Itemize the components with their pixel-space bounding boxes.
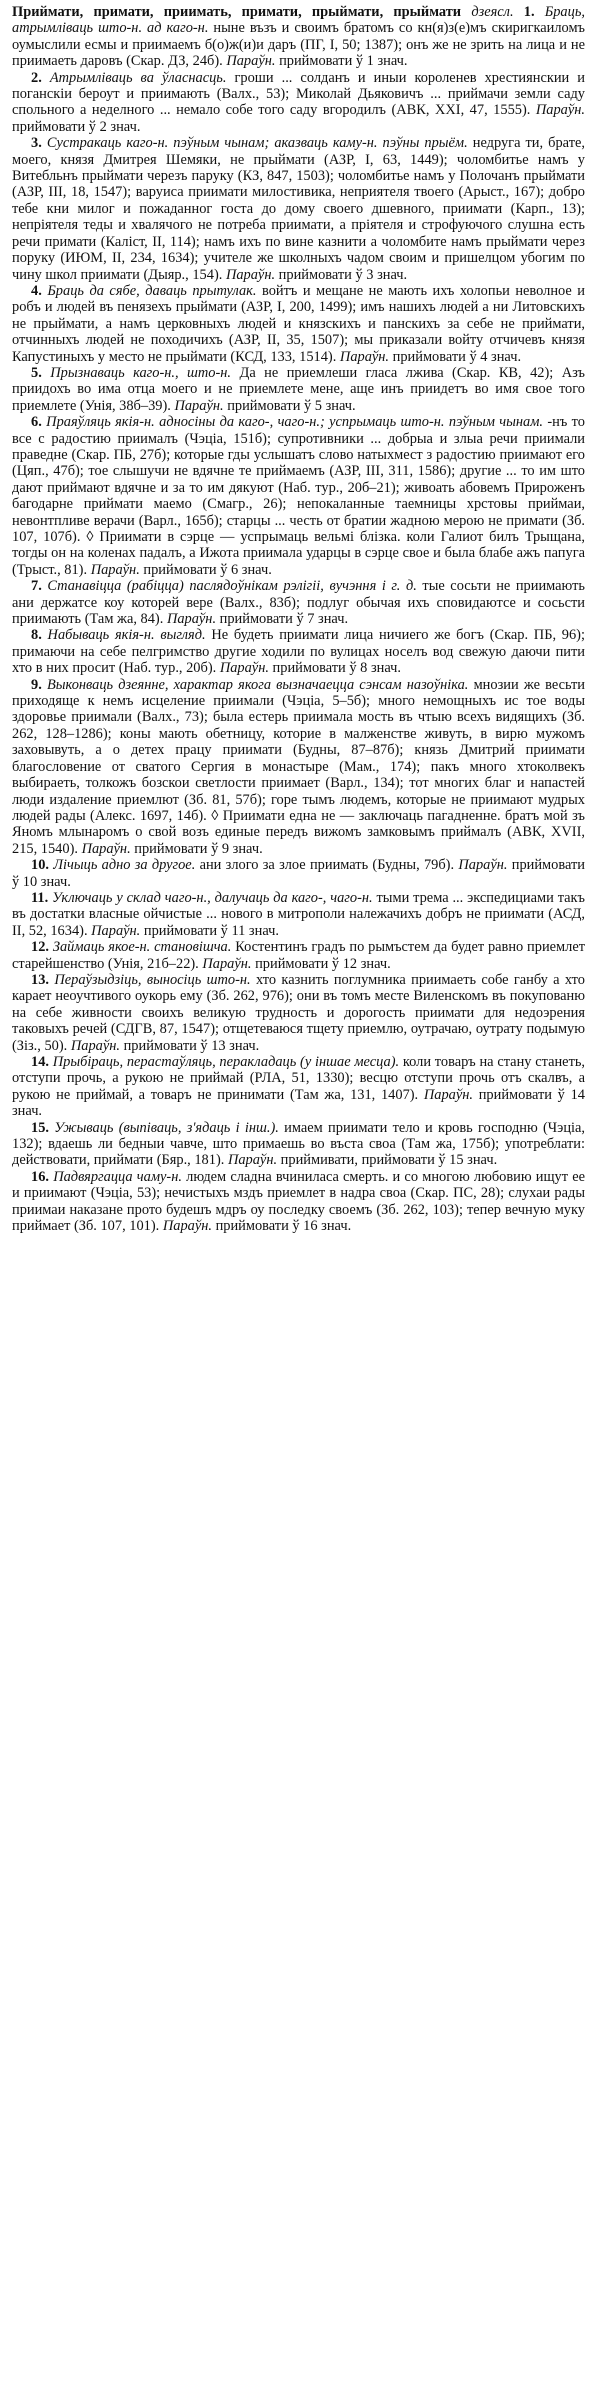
sense-definition: Выконваць дзеянне, характар якога вызначаецца сэнсам назоўніка. [46,676,469,693]
sense-paragraph [12,857,585,890]
sense-paragraph [12,70,585,136]
sense-number: 1. [523,4,535,20]
sense-compare-target: приймовати ў 7 знач. [219,611,349,628]
sense-compare-mark: Параўн. [81,840,131,857]
sense-paragraph [12,1054,585,1120]
sense-compare-mark: Параўн. [219,660,269,677]
sense-definition: Лічыць адно за другое. [53,857,196,874]
sense-citations: людем сладна вчинилаcа смерть. и со многою любовию ищут ее и приимают (Чэціа, 53); нечистыхъ мздъ приемлет в надра своа (Скар. ПС, 28); слухаи рады приимаи наказане прото будешъ мдръ оу последку своемъ (Зб. 262, 103); тепер вечную муку приймает (Зб. 107, 101). [12,1168,586,1235]
sense-compare-target: приймовати ў 12 знач. [255,955,391,972]
sense-number: 13. [31,971,49,988]
sense-paragraph [12,578,585,627]
sense-citations: тыми трема ... экспедициами такъ въ достатки власные ойчистые ... нового в митрополи належачихъ добръ не приимати (АСД, II, 52, 1634). [12,889,585,939]
sense-compare-target: приймовати ў 10 знач. [12,857,585,890]
sense-citations: имаем приимати тело и кровь господню (Чэціа, 132); вдаешь ли бедныи чавче, што примаешь во въста своа (Там жа, 175б); употреблати: действовати, приймати (Бяр., 181). [12,1119,586,1169]
sense-compare-target: приймовати ў 1 знач. [279,53,408,70]
sense-compare-target: приймовати ў 8 знач. [272,660,401,677]
sense-compare-mark: Параўн. [225,266,276,283]
sense-definition: Браць да сябе, даваць прытулак. [47,282,257,299]
sense-citations: гроши ... солданъ и иныи короленев хрестиянскии и поганскіи бероут и приимають (Валх., 53); Миколай Дьяковичъ ... приймачи земли саду спольного а неделного ... немало собе того саду вгородилъ (АВК, XXI, 47, 1555). [12,69,585,119]
sense-compare-target: приймовати ў 5 знач. [227,397,356,414]
sense-citations: тые сосьти не приимають ани держатсе коу которей вере (Валх., 83б); подлуг обычая ихъ сповидаютсе и сосьсти приимають (Там жа, 84). [12,578,585,628]
sense-paragraph [12,972,585,1054]
sense-compare-mark: Параўн. [227,1152,278,1169]
sense-compare-mark: Параўн. [339,348,390,365]
sense-definition: Станавіцца (рабіцца) паслядоўнікам рэлігіі, вучэння і г. д. [47,578,417,595]
sense-compare-mark: Параўн. [535,102,585,119]
sense-citations: ныне възъ и своимъ братомъ со кн(я)з(е)мъ скиригкаиломъ оумыслили есмы и приимаемъ б(о)ж(и)и даръ (ПГ, I, 50; 1387); онъ же не зрить на лица и не приимаеть даровъ (Скар. ДЗ, 24б). [12,20,585,70]
sense-citations: -нъ то все с радостию приималъ (Чэціа, 151б); супротивники ... добрыа и злыа речи приимали праведне (Скар. ПБ, 27б); которые гды услышатъ слово натыхмест з радостию приимают его (Цяп., 47б); тое слышучи не вдячне те приймаемъ (АЗР, III, 311, 1586); другие ... то им што дают приймают вдячне и за то им дякуют (Наб. тур., 20б–21); живоать абовемъ Прироженъ багодарне приймати маемо (Смагр., 26); непокаланные таемницы хрстовы приймаи, невонтпливе верачи (Варл., 165б); старцы ... честь от братии жадною мерою не примати (Зб. 107, 107б). ◊ Приимати в сэрце — успрымаць вельмі блізка. коли Галиот билъ Трыщана, тогды он на коленах падалъ, а Ижота приимала ударцы в сэрце свое и была блабе ажъ папуга (Трыст., 81). [12,414,585,578]
sense-number: 8. [31,627,42,644]
sense-compare-mark: Параўн. [423,1086,473,1103]
sense-paragraph [12,627,585,676]
sense-citations: ани злого за злое приимать (Будны, 79б). [199,857,455,874]
sense-citations: Да не приемлеши гласа лжива (Скар. КВ, 42); Азъ приидохъ во има отца моего и не приемлете мене, аще инъ приидетъ во имя свое того приемлете (Унія, 38б–39). [12,364,585,414]
sense-compare-mark: Параўн. [458,857,508,874]
sense-definition: Займаць якое-н. становішча. [52,939,232,956]
sense-number: 6. [31,414,42,431]
sense-citations: хто казнить поглумника приимаеть собе ганбу а хто карает неоучтивого оукорь ему (Зб. 262, 976); они въ томъ месте Виленскомъ въ покупованю на себе живности своихъ великую трудность и дорогость приимати для недоэрения таковыхъ речей (СДГВ, 87, 1547); отщетеваюся тщету приемлю, оутрачаю, оутрату подымую (Зіз., 50). [12,971,585,1054]
sense-number: 7. [31,578,42,595]
sense-paragraph [12,365,585,414]
sense-definition: Ужываць (выпіваць, з'ядаць і інш.). [54,1119,279,1136]
sense-paragraph [12,677,585,857]
sense-compare-target: приймовати ў 13 знач. [123,1037,260,1054]
sense-number: 10. [31,857,49,874]
sense-paragraph [12,414,585,578]
sense-paragraph [12,135,585,283]
sense-definition: Праяўляць якія-н. адносіны да каго-, чаго-н.; успрымаць што-н. пэўным чынам. [46,414,543,431]
sense-compare-mark: Параўн. [70,1037,120,1054]
sense-list [12,70,585,1235]
sense-definition: Падвяргацца чаму-н. [53,1168,182,1185]
sense-paragraph [12,1169,585,1235]
sense-number: 3. [31,135,42,152]
headword: Приймати, примати, приимать, примати, прыймати, прыймати [12,4,462,20]
sense-number: 16. [31,1168,49,1185]
sense-definition: Уключаць у склад чаго-н., далучаць да каго-, чаго-н. [52,889,373,906]
sense-definition: Набываць якія-н. выгляд. [47,627,206,644]
sense-compare-mark: Параўн. [162,1218,212,1235]
sense-paragraph [12,283,585,365]
sense-compare-target: приймовати ў 2 знач. [12,118,141,135]
sense-compare-target: приймовати ў 14 знач. [12,1086,585,1120]
sense-number: 2. [31,69,42,86]
sense-paragraph [12,890,585,939]
sense-number: 11. [31,889,49,906]
sense-compare-mark: Параўн. [202,955,252,972]
sense-compare-mark: Параўн. [90,561,140,578]
sense-citations: войтъ и мещане не мають ихъ холопьи неволное и робъ и людей въ пенязехъ прыймати (АЗР, I, 200, 1499); имъ нашихъ людей а ни Литовскихъ не прыймати, а намъ церковныхъ людей и князскихъ и панскихъ за себе не приймати, отчинныхъ людей не походичихъ (АЗР, II, 35, 1507); мы приказали войту отчичевъ князя Капустиныхъ у место не прыймати (КСД, 133, 1514). [12,282,585,365]
sense-compare-target: приймивати, приймовати ў 15 знач. [280,1152,498,1169]
sense-compare-target: приймовати ў 6 знач. [143,561,272,578]
sense-compare-target: приймовати ў 4 знач. [392,348,522,365]
sense-citations: Костентинъ градъ по рымъстем да будет равно приемлет старейшенство (Унія, 21б–22). [12,939,585,972]
sense-compare-target: приймовати ў 3 знач. [278,266,408,283]
sense-compare-target: приймовати ў 9 знач. [134,840,263,857]
sense-compare-mark: Параўн. [226,53,276,70]
sense-number: 15. [31,1119,49,1136]
sense-definition: Прыбіраць, перастаўляць, перакладаць (у іншае месца). [52,1054,400,1070]
sense-definition: Атрымліваць ва ўласнасць. [49,69,227,86]
sense-definition: Сустракаць каго-н. пэўным чынам; аказваць каму-н. пэўны прыём. [46,135,468,152]
sense-number: 9. [31,676,42,693]
sense-definition: Пераўзыдзіць, выносіць што-н. [54,971,251,988]
sense-citations: недруга ти, брате, моего, князя Дмитрея Шемяки, не прыймати (АЗР, I, 63, 1449); чоломбитье намъ у Витебльнъ прыймати черезъ паруку (КЗ, 847, 1503); чоломбитье намъ у Полочанъ прыймати (АЗР, III, 18, 1547); варуиса приимати милостивика, неприятеля твоего (Арыст., 167); добро тебе кни милог и пожаданног госта до дому своего дшевного, приимати (Карп., 13); непріятеля теды и хвалячого не потреба приимати, а пріятеля и строфуючого слушна есть речи примати (Каліст, II, 114); намъ ихъ по вине казнити а чоломбите намъ прыймати через поруку (ИЮМ, II, 234, 1634); учителе же школныхъ чадом своим и пришелцом убогим по чину школ приимати (Дыяр., 154). [12,135,585,283]
sense-number: 14. [31,1054,49,1070]
sense-paragraph [12,939,585,972]
sense-citations: Не будеть приимати лица ничиего же богъ (Скар. ПБ, 96); примаючи на себе пелгримство другие ходили по вулицах носелъ вод свежую даючи пити хто в них просит (Наб. тур., 20б). [12,627,585,677]
sense-compare-target: приймовати ў 16 знач. [215,1218,352,1235]
entry-first-paragraph [12,4,585,70]
sense-compare-target: приймовати ў 11 знач. [143,922,279,939]
sense-compare-mark: Параўн. [166,611,217,628]
sense-compare-mark: Параўн. [174,397,224,414]
sense-citations: мнозии же весьти приходяще к немъ исцеление приимали (Чэціа, 5–5б); много немощныхъ ис тое воды здоровье приимали (Валх., 73); была естерь приимала мость въ чтыю всехъ видящихъ (Зб. 262, 128–1286); коны мають обетницу, которие в малженстве живуть, в вирю мужомъ заховывуть, а о детех працу приимати (Будны, 87–87б); князь Дмитрий приимати благословение от сватого Сергия в монастыре (Мам., 174); пакъ много хтоколвекъ выбираеть, толкожъ бозскои светлости приимает (Варл., 134); тот многих благ и напастей люди издаление приемлют (Зб. 81, 57б); горе тымъ людемъ, которые не приимают мудрых людей рады (Алекс. 1697, 14б). ◊ Приимати една не — заключаць пагадненне. братъ мой зъ Яномъ млынаромъ о свой возъ единые передъ вижомъ замковымъ приймалъ (АВК, XVII, 215, 1540). [12,676,585,857]
sense-paragraph [12,1120,585,1169]
sense-number: 12. [31,939,49,956]
sense-number: 4. [31,282,42,299]
part-of-speech: дзеясл. [471,4,514,20]
sense-definition: Прызнаваць каго-н., што-н. [50,364,232,381]
sense-citations: коли товаръ на стану станеть, отступи прочь, а рукою не приймай (РЛА, 51, 1330); весцю отступи прочь отъ скалвъ, а рукою не приймай, а товаръ не принимати (Там жа, 131, 1407). [12,1054,586,1103]
sense-compare-mark: Параўн. [91,922,141,939]
sense-definition: Браць, атрымліваць што-н. ад каго-н. [12,4,585,37]
sense-number: 5. [31,364,42,381]
